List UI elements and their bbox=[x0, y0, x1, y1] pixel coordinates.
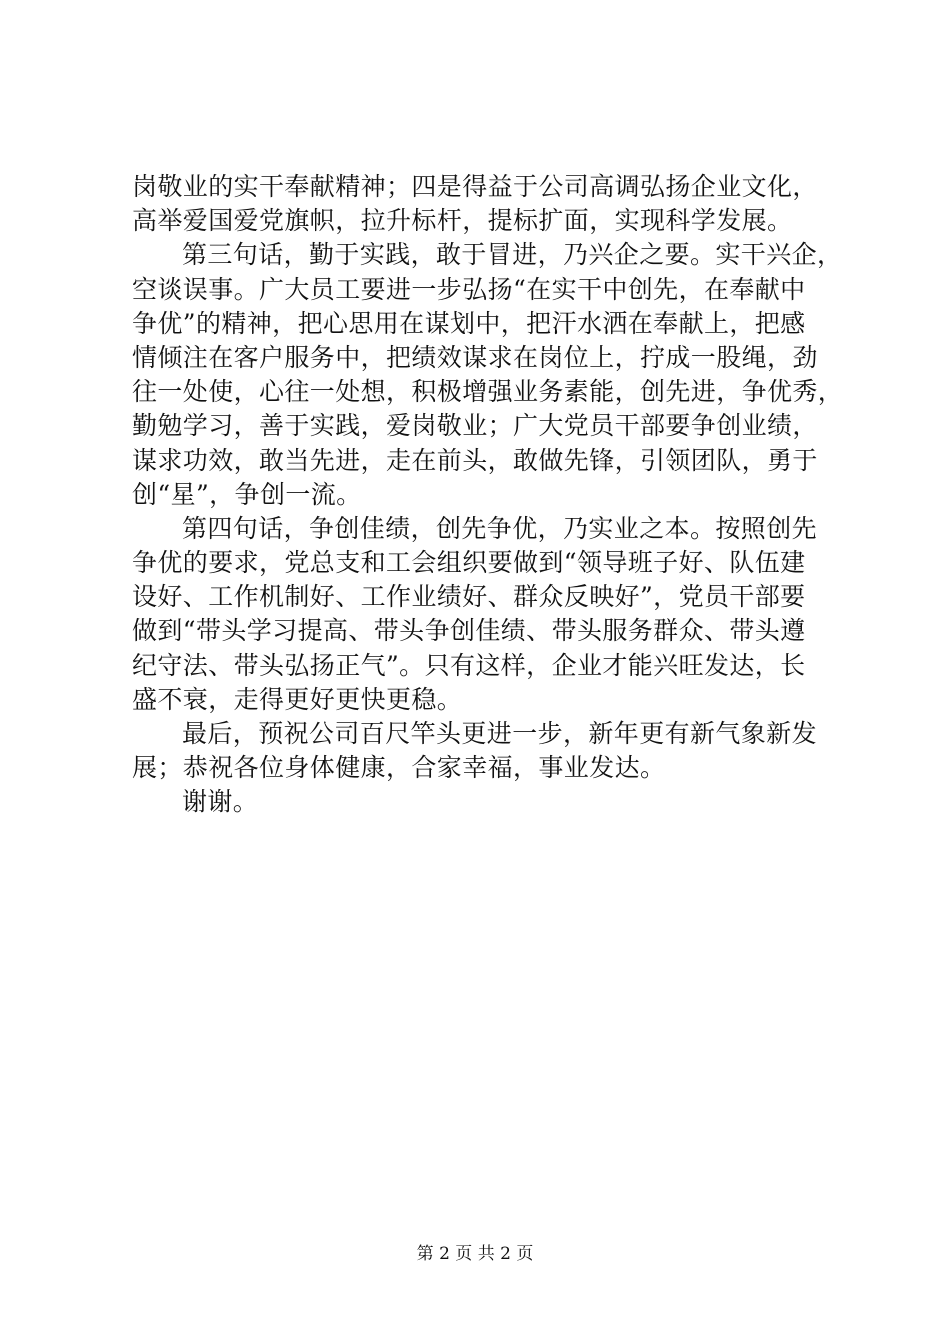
page-number-footer: 第 2 页 共 2 页 bbox=[416, 1244, 534, 1264]
text-line: 空谈误事。广大员工要进一步弘扬“在实干中创先，在奉献中 bbox=[132, 274, 806, 304]
closing-line: 谢谢。 bbox=[182, 787, 259, 817]
text-line: 纪守法、带头弘扬正气”。只有这样，企业才能兴旺发达，长 bbox=[132, 650, 806, 680]
text-line: 展；恭祝各位身体健康，合家幸福，事业发达。 bbox=[132, 753, 666, 783]
text-line: 争优”的精神，把心思用在谋划中，把汗水洒在奉献上，把感 bbox=[132, 308, 806, 338]
paragraph-start-line: 最后，预祝公司百尺竿头更进一步，新年更有新气象新发 bbox=[182, 719, 818, 748]
text-line: 往一处使，心往一处想，积极增强业务素能，创先进，争优秀， bbox=[132, 377, 844, 407]
paragraph-start-line: 第四句话，争创佳绩，创先争优，乃实业之本。按照创先 bbox=[182, 513, 818, 543]
text-line: 做到“带头学习提高、带头争创佳绩、带头服务群众、带头遵 bbox=[132, 616, 806, 646]
text-line: 岗敬业的实干奉献精神；四是得益于公司高调弘扬企业文化， bbox=[132, 172, 818, 201]
text-line: 情倾注在客户服务中，把绩效谋求在岗位上，拧成一股绳，劲 bbox=[132, 342, 818, 372]
text-line: 设好、工作机制好、工作业绩好、群众反映好”，党员干部要 bbox=[132, 582, 806, 612]
document-body bbox=[132, 170, 844, 820]
paragraph-start-line: 第三句话，勤于实践，敢于冒进，乃兴企之要。实干兴企， bbox=[182, 240, 843, 270]
text-line: 争优的要求，党总支和工会组织要做到“领导班子好、队伍建 bbox=[132, 548, 806, 578]
text-line: 高举爱国爱党旗帜，拉升标杆，提标扩面，实现科学发展。 bbox=[132, 206, 793, 236]
text-line: 勤勉学习，善于实践，爱岗敬业；广大党员干部要争创业绩， bbox=[132, 411, 818, 441]
text-line: 盛不衰，走得更好更快更稳。 bbox=[132, 684, 463, 714]
text-line: 创“星”，争创一流。 bbox=[132, 479, 362, 509]
text-line: 谋求功效，敢当先进，走在前头，敢做先锋，引领团队，勇于 bbox=[132, 445, 818, 475]
